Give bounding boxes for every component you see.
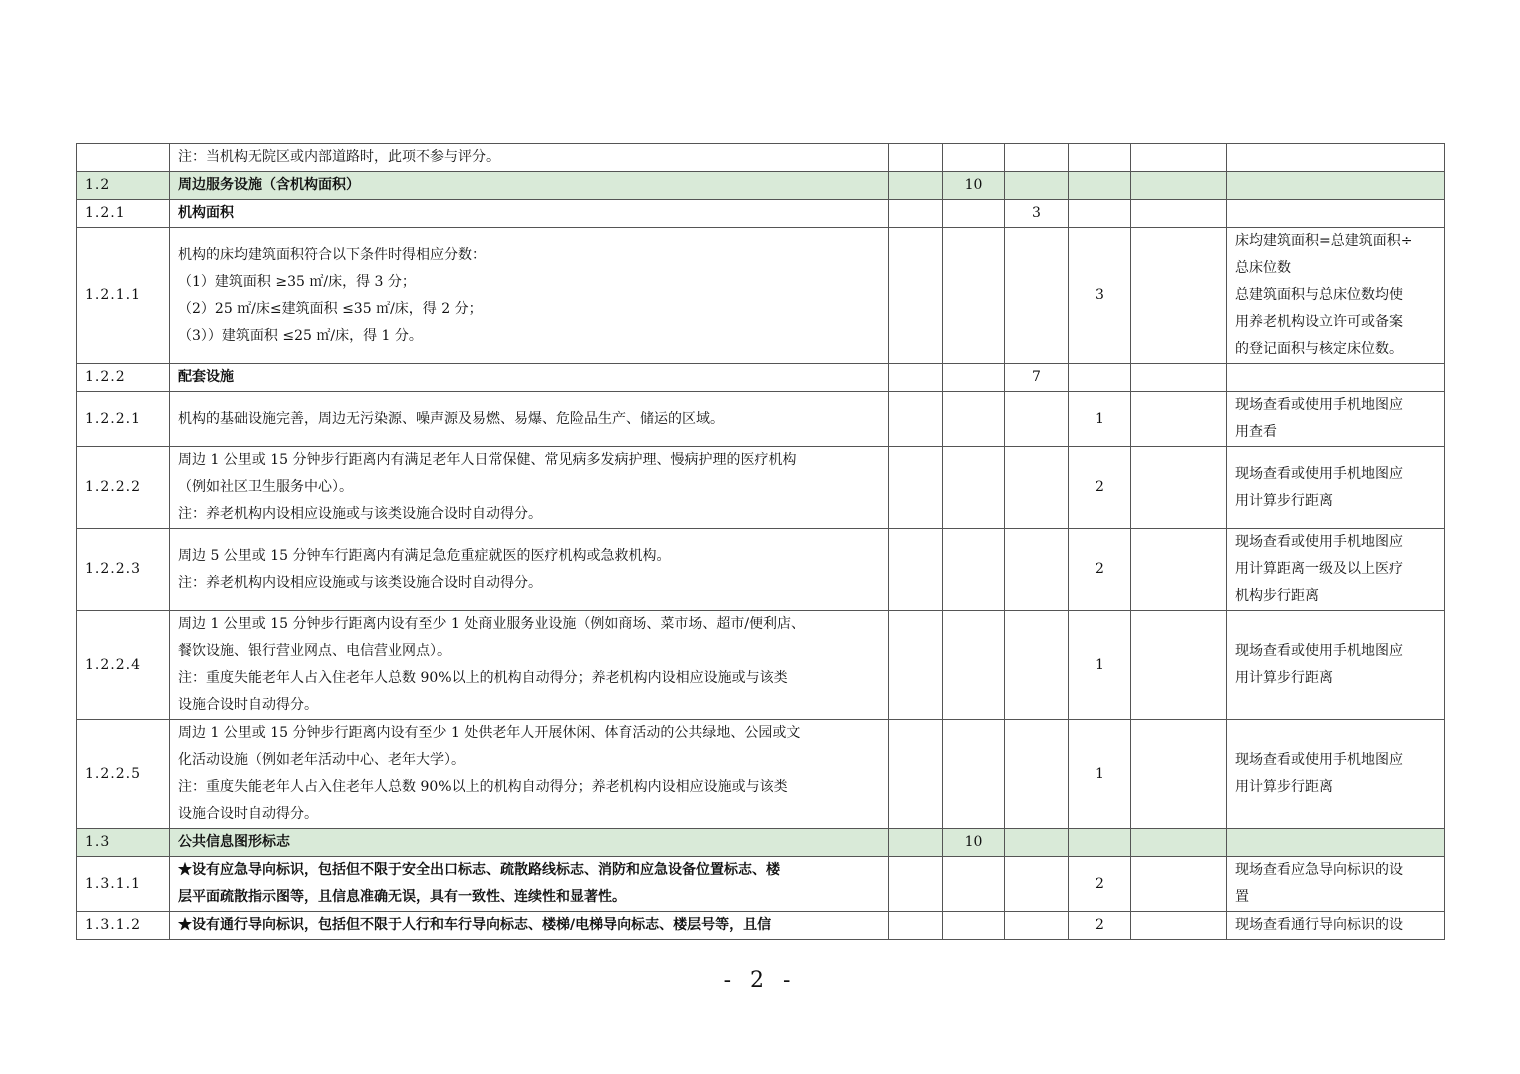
- note-cell: [1227, 857, 1445, 912]
- note-line: 的登记面积与核定床位数。: [1235, 341, 1403, 357]
- score-cell-c3: [889, 144, 943, 172]
- table-row: [77, 172, 1445, 200]
- table-body: [77, 144, 1445, 940]
- score-cell-c3: [889, 829, 943, 857]
- note-cell: [1227, 912, 1445, 940]
- content-line: 层平面疏散指示图等，且信息准确无误，具有一致性、连续性和显著性。: [178, 889, 626, 905]
- score-cell-c6: 2: [1069, 912, 1131, 940]
- score-cell-c4: [943, 720, 1005, 829]
- item-content-cell: [170, 829, 889, 857]
- score-cell-c6: 2: [1069, 857, 1131, 912]
- score-cell-c7: [1131, 529, 1227, 611]
- item-content-cell: [170, 392, 889, 447]
- score-cell-c3: [889, 912, 943, 940]
- score-cell-c6: [1069, 829, 1131, 857]
- score-cell-c6: 2: [1069, 529, 1131, 611]
- content-line: 设施合设时自动得分。: [178, 697, 318, 713]
- score-cell-c7: [1131, 447, 1227, 529]
- score-cell-c5: [1005, 720, 1069, 829]
- table-row: [77, 611, 1445, 720]
- score-cell-c7: [1131, 364, 1227, 392]
- item-code-cell: 1.2.2.2: [77, 447, 170, 529]
- item-content-cell: [170, 912, 889, 940]
- content-line: 注：重度失能老年人占入住老年人总数 90%以上的机构自动得分；养老机构内设相应设施或与该类: [178, 670, 788, 686]
- score-cell-c4: 10: [943, 829, 1005, 857]
- content-line: 周边 1 公里或 15 分钟步行距离内设有至少 1 处供老年人开展休闲、体育活动的公共绿地、公园或文: [178, 725, 801, 741]
- content-line: （例如社区卫生服务中心）。: [178, 479, 353, 495]
- content-line: （3））建筑面积 ≤25 ㎡/床，得 1 分。: [178, 327, 423, 344]
- score-cell-c6: [1069, 364, 1131, 392]
- note-cell: [1227, 529, 1445, 611]
- table-row: [77, 144, 1445, 172]
- score-cell-c4: [943, 228, 1005, 364]
- item-content-cell: [170, 857, 889, 912]
- item-content-cell: [170, 529, 889, 611]
- item-content-cell: [170, 200, 889, 228]
- content-line: （2）25 ㎡/床≤建筑面积 ≤35 ㎡/床，得 2 分；: [178, 300, 483, 317]
- note-line: 现场查看或使用手机地图应: [1235, 534, 1403, 550]
- content-line: （1）建筑面积 ≥35 ㎡/床，得 3 分；: [178, 273, 416, 290]
- score-cell-c5: [1005, 829, 1069, 857]
- score-cell-c7: [1131, 720, 1227, 829]
- table-row: [77, 912, 1445, 940]
- score-cell-c6: [1069, 144, 1131, 172]
- content-line: 注：养老机构内设相应设施或与该类设施合设时自动得分。: [178, 574, 542, 591]
- item-content-cell: [170, 611, 889, 720]
- table-row: [77, 200, 1445, 228]
- note-line: 置: [1235, 889, 1249, 905]
- score-cell-c3: [889, 857, 943, 912]
- item-code-cell: 1.2.2: [77, 364, 170, 392]
- note-line: 现场查看或使用手机地图应: [1235, 397, 1403, 413]
- note-cell: [1227, 172, 1445, 200]
- content-line: ★设有通行导向标识，包括但不限于人行和车行导向标志、楼梯/电梯导向标志、楼层号等，且信: [178, 917, 772, 933]
- score-cell-c5: [1005, 172, 1069, 200]
- note-line: 床均建筑面积=总建筑面积÷: [1235, 233, 1413, 249]
- score-cell-c4: [943, 611, 1005, 720]
- item-code-cell: 1.2.2.4: [77, 611, 170, 720]
- content-line: 机构的基础设施完善，周边无污染源、噪声源及易燃、易爆、危险品生产、储运的区域。: [178, 410, 724, 427]
- item-code-cell: 1.3: [77, 829, 170, 857]
- score-cell-c7: [1131, 829, 1227, 857]
- note-cell: [1227, 720, 1445, 829]
- note-line: 用查看: [1235, 424, 1277, 440]
- score-cell-c3: [889, 172, 943, 200]
- table-row: [77, 392, 1445, 447]
- score-cell-c4: [943, 200, 1005, 228]
- table-row: [77, 529, 1445, 611]
- score-cell-c5: [1005, 228, 1069, 364]
- score-cell-c5: [1005, 447, 1069, 529]
- note-cell: [1227, 447, 1445, 529]
- score-cell-c5: 3: [1005, 200, 1069, 228]
- note-line: 现场查看应急导向标识的设: [1235, 862, 1403, 878]
- score-cell-c3: [889, 720, 943, 829]
- item-code-cell: 1.2.2.3: [77, 529, 170, 611]
- content-line: 注：当机构无院区或内部道路时，此项不参与评分。: [178, 149, 500, 165]
- score-cell-c3: [889, 364, 943, 392]
- item-content-cell: [170, 228, 889, 364]
- score-cell-c4: 10: [943, 172, 1005, 200]
- note-line: 用计算步行距离: [1235, 670, 1333, 686]
- score-cell-c5: [1005, 857, 1069, 912]
- score-cell-c7: [1131, 228, 1227, 364]
- note-line: 用计算步行距离: [1235, 492, 1333, 509]
- content-line: 注：养老机构内设相应设施或与该类设施合设时自动得分。: [178, 506, 542, 522]
- score-cell-c3: [889, 529, 943, 611]
- item-code-cell: 1.3.1.2: [77, 912, 170, 940]
- score-cell-c7: [1131, 392, 1227, 447]
- note-line: 现场查看或使用手机地图应: [1235, 752, 1403, 768]
- score-cell-c3: [889, 200, 943, 228]
- table-row: [77, 857, 1445, 912]
- item-code-cell: 1.2.2.5: [77, 720, 170, 829]
- table-row: [77, 720, 1445, 829]
- score-cell-c5: [1005, 611, 1069, 720]
- note-cell: [1227, 829, 1445, 857]
- evaluation-table-container: [76, 143, 1444, 940]
- score-cell-c4: [943, 912, 1005, 940]
- content-line: 公共信息图形标志: [178, 834, 290, 850]
- note-line: 用养老机构设立许可或备案: [1235, 314, 1403, 330]
- score-cell-c5: [1005, 912, 1069, 940]
- item-content-cell: [170, 720, 889, 829]
- item-code-cell: 1.2.1.1: [77, 228, 170, 364]
- content-line: 机构面积: [178, 205, 234, 221]
- score-cell-c7: [1131, 200, 1227, 228]
- note-cell: [1227, 200, 1445, 228]
- note-line: 总建筑面积与总床位数均使: [1235, 287, 1403, 303]
- score-cell-c7: [1131, 912, 1227, 940]
- score-cell-c6: [1069, 200, 1131, 228]
- content-line: ★设有应急导向标识，包括但不限于安全出口标志、疏散路线标志、消防和应急设备位置标志、楼: [178, 862, 780, 878]
- score-cell-c4: [943, 392, 1005, 447]
- page-number: - 2 -: [723, 968, 797, 993]
- note-line: 现场查看或使用手机地图应: [1235, 465, 1403, 482]
- score-cell-c5: [1005, 392, 1069, 447]
- table-row: [77, 228, 1445, 364]
- note-cell: [1227, 392, 1445, 447]
- note-line: 机构步行距离: [1235, 588, 1319, 604]
- content-line: 周边 5 公里或 15 分钟车行距离内有满足急危重症就医的医疗机构或急救机构。: [178, 547, 671, 564]
- content-line: 设施合设时自动得分。: [178, 806, 318, 822]
- score-cell-c4: [943, 857, 1005, 912]
- score-cell-c4: [943, 144, 1005, 172]
- score-cell-c3: [889, 447, 943, 529]
- score-cell-c7: [1131, 144, 1227, 172]
- content-line: 化活动设施（例如老年活动中心、老年大学）。: [178, 752, 465, 768]
- score-cell-c3: [889, 392, 943, 447]
- score-cell-c7: [1131, 857, 1227, 912]
- note-cell: [1227, 611, 1445, 720]
- score-cell-c6: [1069, 172, 1131, 200]
- note-line: 用计算距离一级及以上医疗: [1235, 561, 1403, 577]
- evaluation-table: [76, 143, 1445, 940]
- table-row: [77, 364, 1445, 392]
- item-content-cell: [170, 172, 889, 200]
- content-line: 周边 1 公里或 15 分钟步行距离内设有至少 1 处商业服务业设施（例如商场、菜市场、超市/便利店、: [178, 616, 806, 632]
- score-cell-c5: 7: [1005, 364, 1069, 392]
- item-content-cell: [170, 144, 889, 172]
- item-code-cell: [77, 144, 170, 172]
- content-line: 周边 1 公里或 15 分钟步行距离内有满足老年人日常保健、常见病多发病护理、慢病护理的医疗机构: [178, 452, 797, 468]
- item-code-cell: 1.2.1: [77, 200, 170, 228]
- note-cell: [1227, 228, 1445, 364]
- item-content-cell: [170, 364, 889, 392]
- score-cell-c5: [1005, 529, 1069, 611]
- score-cell-c6: 1: [1069, 392, 1131, 447]
- content-line: 机构的床均建筑面积符合以下条件时得相应分数：: [178, 246, 486, 263]
- score-cell-c4: [943, 529, 1005, 611]
- item-code-cell: 1.3.1.1: [77, 857, 170, 912]
- content-line: 餐饮设施、银行营业网点、电信营业网点）。: [178, 643, 451, 659]
- note-line: 现场查看通行导向标识的设: [1235, 917, 1403, 933]
- table-row: [77, 447, 1445, 529]
- note-cell: [1227, 144, 1445, 172]
- note-line: 用计算步行距离: [1235, 779, 1333, 795]
- score-cell-c7: [1131, 611, 1227, 720]
- score-cell-c4: [943, 364, 1005, 392]
- note-cell: [1227, 364, 1445, 392]
- item-content-cell: [170, 447, 889, 529]
- score-cell-c3: [889, 228, 943, 364]
- note-line: 现场查看或使用手机地图应: [1235, 643, 1403, 659]
- score-cell-c6: 1: [1069, 611, 1131, 720]
- item-code-cell: 1.2.2.1: [77, 392, 170, 447]
- score-cell-c6: 2: [1069, 447, 1131, 529]
- content-line: 配套设施: [178, 369, 234, 385]
- item-code-cell: 1.2: [77, 172, 170, 200]
- score-cell-c5: [1005, 144, 1069, 172]
- note-line: 总床位数: [1235, 260, 1291, 276]
- score-cell-c4: [943, 447, 1005, 529]
- score-cell-c6: 1: [1069, 720, 1131, 829]
- score-cell-c7: [1131, 172, 1227, 200]
- score-cell-c6: 3: [1069, 228, 1131, 364]
- score-cell-c3: [889, 611, 943, 720]
- content-line: 注：重度失能老年人占入住老年人总数 90%以上的机构自动得分；养老机构内设相应设施或与该类: [178, 779, 788, 795]
- table-row: [77, 829, 1445, 857]
- content-line: 周边服务设施（含机构面积）: [178, 177, 360, 193]
